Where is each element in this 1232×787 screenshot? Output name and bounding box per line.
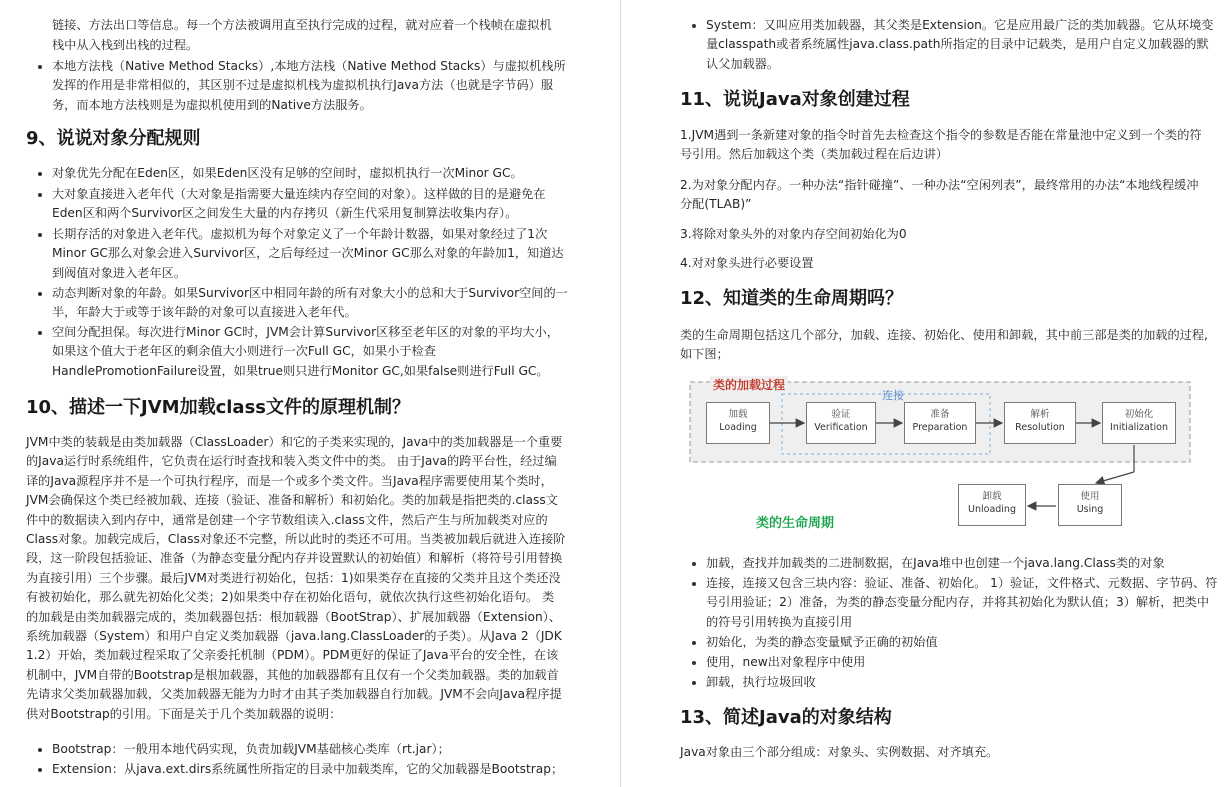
heading-12: 12、知道类的生命周期吗？: [680, 288, 904, 309]
rule-item-1: 对象优先分配在Eden区，如果Eden区没有足够的空间时，虚拟机执行一次Minor GC。: [52, 164, 570, 183]
box-loading-cn: 加载: [728, 409, 748, 420]
intro-line-1: 链接、方法出口等信息。每一个方法被调用直至执行完成的过程，就对应着一个栈帧在虚拟机: [52, 18, 552, 32]
load-process-label: 类的加载过程: [710, 376, 788, 393]
paragraph-13: Java对象由三个部分组成：对象头、实例数据、对齐填充。: [680, 745, 999, 759]
heading-13: 13、简述Java的对象结构: [680, 707, 892, 728]
lifecycle-item-unload: 卸载，执行垃圾回收: [706, 673, 1218, 692]
box-resolution-cn: 解析: [1030, 409, 1050, 420]
lifecycle-label: 类的生命周期: [756, 516, 835, 531]
link-label: 连接: [882, 389, 904, 402]
box-resolution-en: Resolution: [1015, 422, 1065, 433]
box-initialization-en: Initialization: [1110, 422, 1168, 433]
loader-item-bootstrap: Bootstrap：一般用本地代码实现，负责加载JVM基础核心类库（rt.jar）；: [52, 740, 570, 759]
box-preparation: [904, 402, 976, 444]
loader-item-extension: Extension：从java.ext.dirs系统属性所指定的目录中加载类库，它的父加载器是Bootstrap；: [52, 760, 570, 779]
heading-10: 10、描述一下JVM加载class文件的原理机制？: [26, 397, 411, 418]
rule-item-4: 动态判断对象的年龄。如果Survivor区中相同年龄的所有对象大小的总和大于Survivor空间的一半，年龄大于或等于该年龄的对象可以直接进入老年代。: [52, 284, 570, 323]
native-method-stack-item: 本地方法栈（Native Method Stacks）,本地方法栈（Native Method Stacks）与虚拟机栈所发挥的作用是非常相似的，其区别不过是虚拟机栈为虚拟机执行Java方法（也就是字节码）服务，而本地方法栈则是为虚拟机使用到的Native方法服务。: [52, 57, 570, 115]
left-column: [0, 0, 614, 787]
lifecycle-item-link: 连接，连接又包含三块内容：验证、准备、初始化。 1）验证，文件格式、元数据、字节码、符号引用验证；2）准备，为类的静态变量分配内存，并将其初始化为默认值；3）解析，把类中的符号引用转换为直接引用: [706, 574, 1218, 632]
box-resolution: [1004, 402, 1076, 444]
rule-item-5: 空间分配担保。每次进行Minor GC时，JVM会计算Survivor区移至老年区的对象的平均大小，如果这个值大于老年区的剩余值大小则进行一次Full GC，如果小于检查HandlePromotionFailure设置，如果true则只进行Monitor GC,如果false则进行Full GC。: [52, 323, 570, 381]
paragraph-12: 类的生命周期包括这几个部分，加载、连接、初始化、使用和卸载，其中前三部是类的加载的过程,如下图；: [680, 328, 1208, 362]
box-initialization-cn: 初始化: [1124, 409, 1154, 420]
rule-item-3: 长期存活的对象进入老年代。虚拟机为每个对象定义了一个年龄计数器，如果对象经过了1次Minor GC那么对象会进入Survivor区，之后每经过一次Minor GC那么对象的年龄加1，知道达到阀值对象进入老年区。: [52, 225, 570, 283]
box-unloading: [958, 484, 1026, 526]
box-loading-en: Loading: [719, 422, 757, 433]
box-initialization: [1102, 402, 1176, 444]
box-loading: [706, 402, 770, 444]
box-using-cn: 使用: [1080, 491, 1100, 502]
box-preparation-cn: 准备: [930, 409, 950, 420]
lifecycle-item-load: 加载，查找并加载类的二进制数据，在Java堆中也创建一个java.lang.Class类的对象: [706, 554, 1218, 573]
heading-11: 11、说说Java对象创建过程: [680, 89, 910, 110]
box-preparation-en: Preparation: [912, 422, 968, 433]
creation-step-3: 3.将除对象头外的对象内存空间初始化为0: [680, 227, 907, 241]
box-using: [1058, 484, 1122, 526]
box-unloading-en: Unloading: [968, 504, 1016, 515]
box-verification: [806, 402, 876, 444]
box-unloading-cn: 卸载: [982, 491, 1002, 502]
creation-step-4: 4.对对象头进行必要设置: [680, 256, 814, 270]
paragraph-10: JVM中类的装载是由类加载器（ClassLoader）和它的子类来实现的，Java中的类加载器是一个重要的Java运行时系统组件，它负责在运行时查找和装入类文件中的类。 由于Java的跨平台性，经过编译的Java源程序并不是一个可执行程序，而是一个或多个类文件。当Java程序需要使用某个类时，JVM会确保这个类已经被加载、连接（验证、准备和解析）和初始化。类的加载是指把类的.class文件中的数据读入到内存中，通常是创建一个字节数组读入.class文件，然后产生与所加载类对应的Class对象。加载完成后，Class对象还不完整，所以此时的类还不可用。当类被加载后就进入连接阶段，这一阶段包括验证、准备（为静态变量分配内存并设置默认的初始值）和解析（将符号引用替换为直接引用）三个步骤。最后JVM对类进行初始化，包括：1)如果类存在直接的父类并且这个类还没有被初始化，那么就先初始化父类；2)如果类中存在初始化语句，就依次执行这些初始化语句。 类的加载是由类加载器完成的，类加载器包括：根加载器（BootStrap）、扩展加载器（Extension）、系统加载器（System）和用户自定义类加载器（java.lang.ClassLoader的子类）。从Java 2（JDK 1.2）开始，类加载过程采取了父亲委托机制（PDM）。PDM更好的保证了Java平台的安全性，在该机制中，JVM自带的Bootstrap是根加载器，其他的加载器都有且仅有一个父类加载器。类的加载首先请求父类加载器加载，父类加载器无能为力时才由其子类加载器自行加载。JVM不会向Java程序提供对Bootstrap的引用。下面是关于几个类加载器的说明：: [26, 435, 566, 721]
right-column: [626, 0, 1232, 787]
creation-step-2: 2.为对象分配内存。一种办法“指针碰撞”、一种办法“空闲列表”，最终常用的办法“本地线程缓冲分配(TLAB)”: [680, 178, 1199, 212]
class-lifecycle-diagram: [686, 378, 1198, 538]
box-verification-cn: 验证: [831, 409, 851, 420]
lifecycle-item-use: 使用，new出对象程序中使用: [706, 653, 1218, 672]
rule-item-2: 大对象直接进入老年代（大对象是指需要大量连续内存空间的对象）。这样做的目的是避免在Eden区和两个Survivor区之间发生大量的内存拷贝（新生代采用复制算法收集内存）。: [52, 185, 570, 224]
creation-step-1: 1.JVM遇到一条新建对象的指令时首先去检查这个指令的参数是否能在常量池中定义到一个类的符号引用。然后加载这个类（类加载过程在后边讲）: [680, 128, 1202, 162]
system-loader-item: System：又叫应用类加载器，其父类是Extension。它是应用最广泛的类加载器。它从环境变量classpath或者系统属性java.class.path所指定的目录中记载类，是用户自定义加载器的默认父加载器。: [706, 16, 1218, 74]
box-verification-en: Verification: [814, 422, 868, 433]
lifecycle-item-init: 初始化，为类的静态变量赋予正确的初始值: [706, 633, 1218, 652]
intro-line-2: 栈中从入栈到出栈的过程。: [52, 38, 199, 52]
box-using-en: Using: [1076, 504, 1104, 515]
heading-9: 9、说说对象分配规则: [26, 128, 201, 149]
column-divider: [620, 0, 621, 787]
